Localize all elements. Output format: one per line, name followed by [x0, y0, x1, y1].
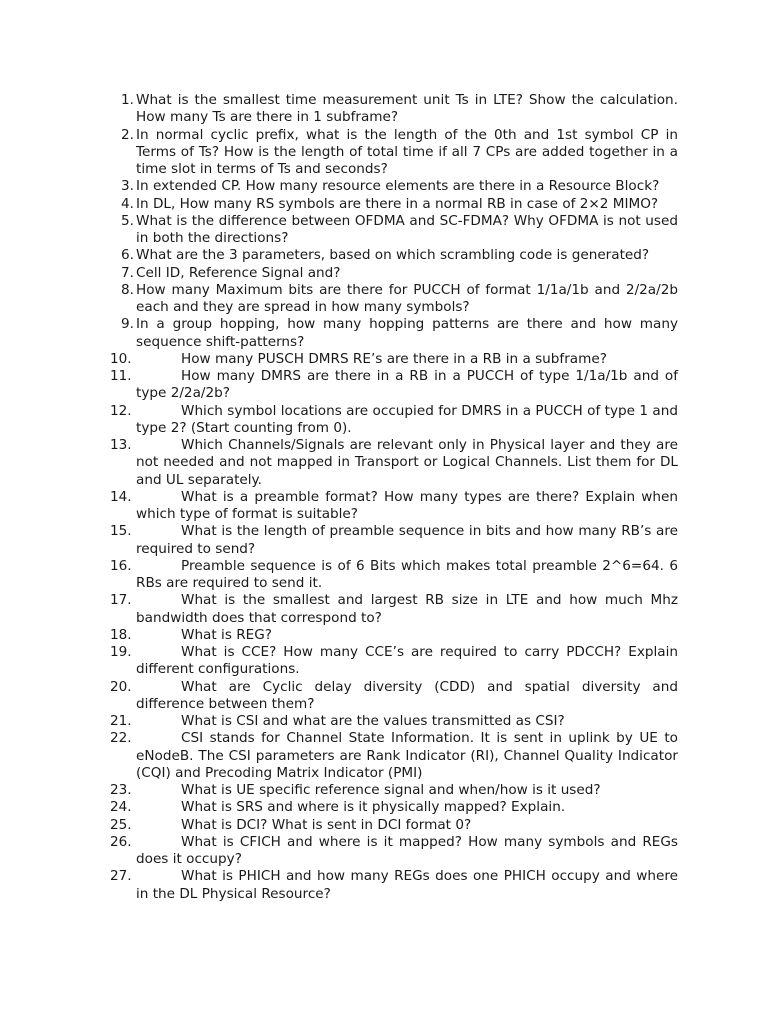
question-item-16 — [110, 558, 678, 593]
question-number: 2. — [121, 126, 134, 143]
question-item-3 — [110, 178, 678, 195]
question-number: 11. — [110, 368, 132, 384]
question-number: 23. — [110, 782, 132, 798]
question-text: In a group hopping, how many hopping patterns are there and how many sequence shift-patterns? — [136, 316, 678, 350]
question-text: What is CFICH and where is it mapped? How many symbols and REGs does it occupy? — [136, 833, 678, 867]
question-number: 9. — [121, 316, 134, 333]
question-text: What is PHICH and how many REGs does one PHICH occupy and where in the DL Physical Resource? — [136, 868, 678, 902]
question-number: 22. — [110, 730, 132, 747]
question-number: 19. — [110, 644, 132, 660]
question-item-20 — [110, 679, 678, 714]
question-number: 17. — [110, 592, 132, 609]
question-item-9 — [110, 316, 678, 351]
question-item-15 — [110, 523, 678, 558]
question-text: Which Channels/Signals are relevant only in Physical layer and they are not needed and not mapped in Transport or Logical Channels. List them for DL and UL separately. — [136, 437, 678, 488]
question-item-13 — [110, 437, 678, 489]
question-number: 24. — [110, 799, 132, 816]
question-number: 16. — [110, 557, 132, 574]
question-text: What is the smallest time measurement unit Ts in LTE? Show the calculation. How many Ts are there in 1 subframe? — [136, 92, 678, 126]
question-number: 7. — [121, 264, 134, 281]
question-text: What is UE specific reference signal and when/how is it used? — [181, 782, 601, 798]
question-text: What is SRS and where is it physically mapped? Explain. — [181, 799, 566, 816]
question-number: 1. — [121, 92, 134, 108]
question-item-1 — [110, 92, 678, 127]
question-text: What is the smallest and largest RB size in LTE and how much Mhz bandwidth does that correspond to? — [136, 592, 678, 626]
question-number: 21. — [110, 713, 132, 729]
question-text: What is a preamble format? How many types are there? Explain when which type of format is suitable? — [136, 488, 678, 522]
question-text: Which symbol locations are occupied for DMRS in a PUCCH of type 1 and type 2? (Start counting from 0). — [136, 402, 678, 436]
question-item-26 — [110, 834, 678, 869]
question-item-6 — [110, 247, 678, 264]
question-text: Preamble sequence is of 6 Bits which makes total preamble 2^6=64. 6 RBs are required to send it. — [136, 557, 678, 591]
question-item-4 — [110, 196, 678, 213]
question-item-21 — [110, 713, 678, 730]
question-text: What is CSI and what are the values transmitted as CSI? — [181, 713, 565, 729]
question-item-17 — [110, 592, 678, 627]
question-item-10 — [110, 351, 678, 368]
question-number: 3. — [121, 178, 134, 195]
question-text: How many PUSCH DMRS RE’s are there in a RB in a subframe? — [181, 350, 607, 367]
question-number: 8. — [121, 281, 134, 298]
question-text: What are Cyclic delay diversity (CDD) and spatial diversity and difference between them? — [136, 678, 678, 712]
question-number: 6. — [121, 247, 134, 264]
question-item-5 — [110, 213, 678, 248]
question-number: 20. — [110, 678, 132, 695]
question-item-7 — [110, 265, 678, 282]
question-item-27 — [110, 868, 678, 903]
question-number: 26. — [110, 833, 132, 850]
question-number: 5. — [121, 212, 134, 229]
question-number: 15. — [110, 523, 132, 540]
question-number: 10. — [110, 350, 132, 367]
question-number: 25. — [110, 816, 132, 833]
question-text: CSI stands for Channel State Information. It is sent in uplink by UE to eNodeB. The CSI parameters are Rank Indicator (RI), Channel Quality Indicator (CQI) and Precoding Matrix Indicator (PMI) — [136, 730, 678, 781]
question-text: What are the 3 parameters, based on which scrambling code is generated? — [136, 247, 650, 264]
question-text: What is the length of preamble sequence in bits and how many RB’s are required to send? — [136, 523, 678, 557]
question-text: In DL, How many RS symbols are there in a normal RB in case of 2×2 MIMO? — [136, 195, 659, 212]
question-item-18 — [110, 627, 678, 644]
question-number: 12. — [110, 402, 132, 419]
question-item-25 — [110, 817, 678, 834]
question-item-23 — [110, 782, 678, 799]
question-list — [110, 92, 678, 903]
question-text: Cell ID, Reference Signal and? — [136, 264, 341, 281]
question-text: What is CCE? How many CCE’s are required to carry PDCCH? Explain different configurations. — [136, 644, 678, 678]
question-text: How many DMRS are there in a RB in a PUCCH of type 1/1a/1b and of type 2/2a/2b? — [136, 368, 678, 402]
question-text: What is the difference between OFDMA and SC-FDMA? Why OFDMA is not used in both the directions? — [136, 212, 678, 246]
question-text: How many Maximum bits are there for PUCCH of format 1/1a/1b and 2/2a/2b each and they are spread in how many symbols? — [136, 281, 678, 315]
question-item-24 — [110, 799, 678, 816]
question-number: 18. — [110, 626, 132, 643]
question-item-12 — [110, 403, 678, 438]
question-text: What is DCI? What is sent in DCI format 0? — [181, 816, 472, 833]
question-item-8 — [110, 282, 678, 317]
question-item-14 — [110, 489, 678, 524]
question-item-22 — [110, 730, 678, 782]
question-item-11 — [110, 368, 678, 403]
question-item-19 — [110, 644, 678, 679]
question-number: 4. — [121, 195, 134, 212]
question-text: What is REG? — [181, 626, 273, 643]
question-item-2 — [110, 127, 678, 179]
question-text: In extended CP. How many resource elements are there in a Resource Block? — [136, 178, 660, 195]
question-number: 13. — [110, 437, 132, 453]
question-number: 27. — [110, 868, 132, 885]
question-text: In normal cyclic prefix, what is the length of the 0th and 1st symbol CP in Terms of Ts? How is the length of total time if all 7 CPs are added together in a time slot in terms of Ts and seconds? — [136, 126, 678, 177]
question-number: 14. — [110, 488, 132, 505]
